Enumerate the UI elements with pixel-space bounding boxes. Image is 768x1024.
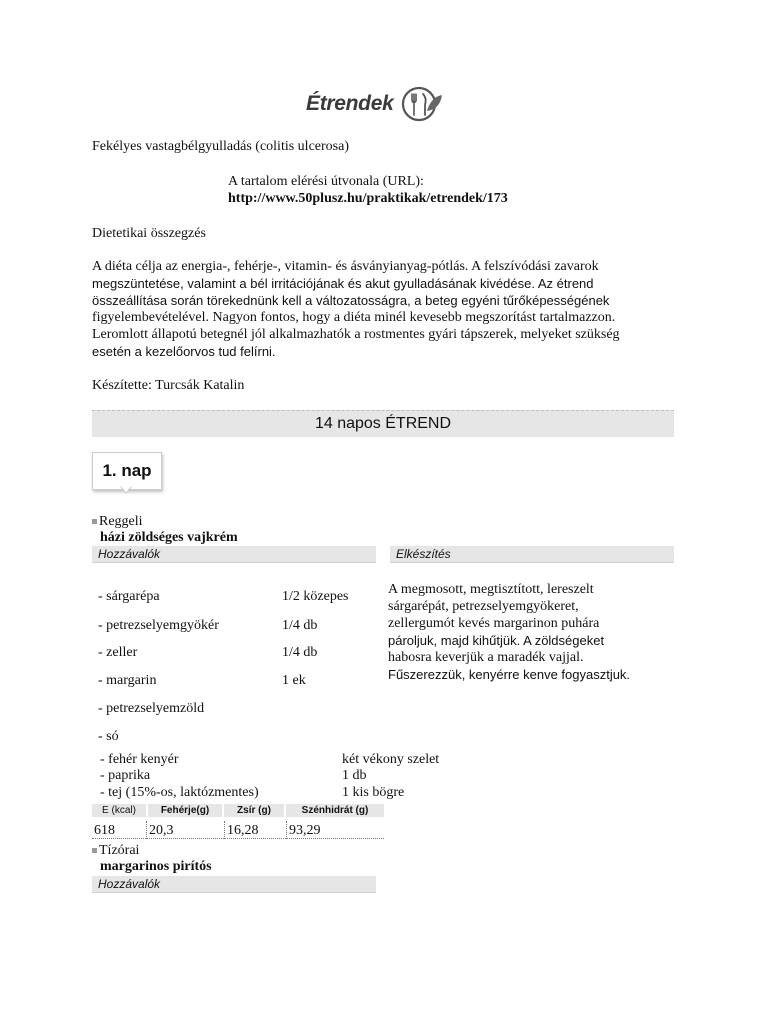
nutrition-header: Zsír (g) — [224, 804, 284, 817]
nutrition-value: 20,3 — [146, 821, 224, 839]
bullet-icon — [92, 519, 97, 524]
extra-name: - tej (15%-os, laktózmentes) — [100, 785, 259, 800]
fork-knife-leaf-icon — [401, 83, 443, 125]
preparation-line: habosra keverjük a maradék vajjal. — [388, 650, 584, 665]
extra-name: - paprika — [100, 768, 151, 783]
ingredient-name: - zeller — [98, 645, 138, 660]
summary-line: esetén a kezelőorvos tud felírni. — [92, 344, 276, 359]
speech-tail-icon — [120, 486, 132, 494]
preparation-line: pároljuk, majd kihűtjük. A zöldségeket — [388, 633, 605, 648]
preparation-line: zellergumót kevés margarinon puhára — [388, 616, 600, 631]
day-label: 1. nap — [92, 452, 162, 490]
dish-name: házi zöldséges vajkrém — [100, 530, 238, 545]
preparation-text — [388, 581, 678, 683]
nutrition-header: Fehérje(g) — [148, 804, 222, 817]
meal-snack — [92, 842, 139, 859]
url-label: A tartalom elérési útvonala (URL): — [228, 174, 424, 189]
nutrition-value: 618 — [92, 821, 146, 839]
ingredient-qty: 1/2 közepes — [282, 589, 349, 604]
ingredients-header: Hozzávalók — [92, 546, 376, 563]
nutrition-header: E (kcal) — [92, 804, 146, 817]
preparation-line: Fűszerezzük, kenyérre kenve fogyasztjuk. — [388, 667, 631, 682]
extra-name: - fehér kenyér — [100, 752, 179, 767]
summary-line: összeállítása során törekednünk kell a változatosságra, a beteg egyéni tűrőképességének — [92, 293, 610, 308]
ingredient-name: - margarin — [98, 673, 157, 688]
ingredient-name: - petrezselyemzöld — [98, 701, 205, 716]
article-title: Fekélyes vastagbélgyulladás (colitis ulcerosa) — [92, 139, 349, 154]
ingredient-name: - petrezselyemgyökér — [98, 618, 219, 633]
summary-line: megszüntetése, valamint a bél irritációjának és akut gyulladásának kivédése. Az étrend — [92, 276, 594, 291]
ingredient-qty: 1/4 db — [282, 618, 318, 633]
ingredient-name: - sárgarépa — [98, 589, 160, 604]
extra-qty: 1 db — [342, 768, 367, 783]
nutrition-value: 16,28 — [224, 821, 286, 839]
dish-name: margarinos pirítós — [100, 859, 212, 874]
meal-label: Reggeli — [99, 514, 143, 529]
preparation-line: sárgarépát, petrezselyemgyökeret, — [388, 599, 579, 614]
preparation-header: Elkészítés — [390, 546, 674, 563]
meal-label: Tízórai — [99, 843, 140, 858]
author: Készítette: Turcsák Katalin — [92, 378, 245, 393]
logo-text: Étrendek — [306, 92, 394, 115]
ingredient-qty: 1/4 db — [282, 645, 318, 660]
extra-qty: két vékony szelet — [342, 752, 440, 767]
summary-line: figyelembevételével. Nagyon fontos, hogy a diéta minél kevesebb megszorítást tartalmazzon. — [92, 310, 616, 325]
ingredient-name: - só — [98, 729, 119, 744]
plan-banner: 14 napos ÉTREND — [92, 410, 674, 437]
site-logo — [306, 82, 443, 126]
ingredients-header: Hozzávalók — [92, 876, 376, 893]
nutrition-value: 93,29 — [286, 821, 384, 839]
preparation-line: A megmosott, megtisztított, lereszelt — [388, 582, 594, 597]
summary-paragraph — [92, 258, 682, 360]
bullet-icon — [92, 848, 97, 853]
ingredient-qty: 1 ek — [282, 673, 306, 688]
meal-breakfast — [92, 513, 143, 530]
source-url-link[interactable]: http://www.50plusz.hu/praktikak/etrendek/173 — [228, 191, 508, 206]
extra-qty: 1 kis bögre — [342, 785, 405, 800]
summary-line: Leromlott állapotú betegnél jól alkalmazhatók a rostmentes gyári tápszerek, melyeket szükség — [92, 327, 620, 342]
summary-line: A diéta célja az energia-, fehérje-, vitamin- és ásványianyag-pótlás. A felszívódási zavarok — [92, 259, 599, 274]
nutrition-header: Szénhidrát (g) — [286, 804, 384, 817]
summary-heading: Dietetikai összegzés — [92, 226, 206, 241]
